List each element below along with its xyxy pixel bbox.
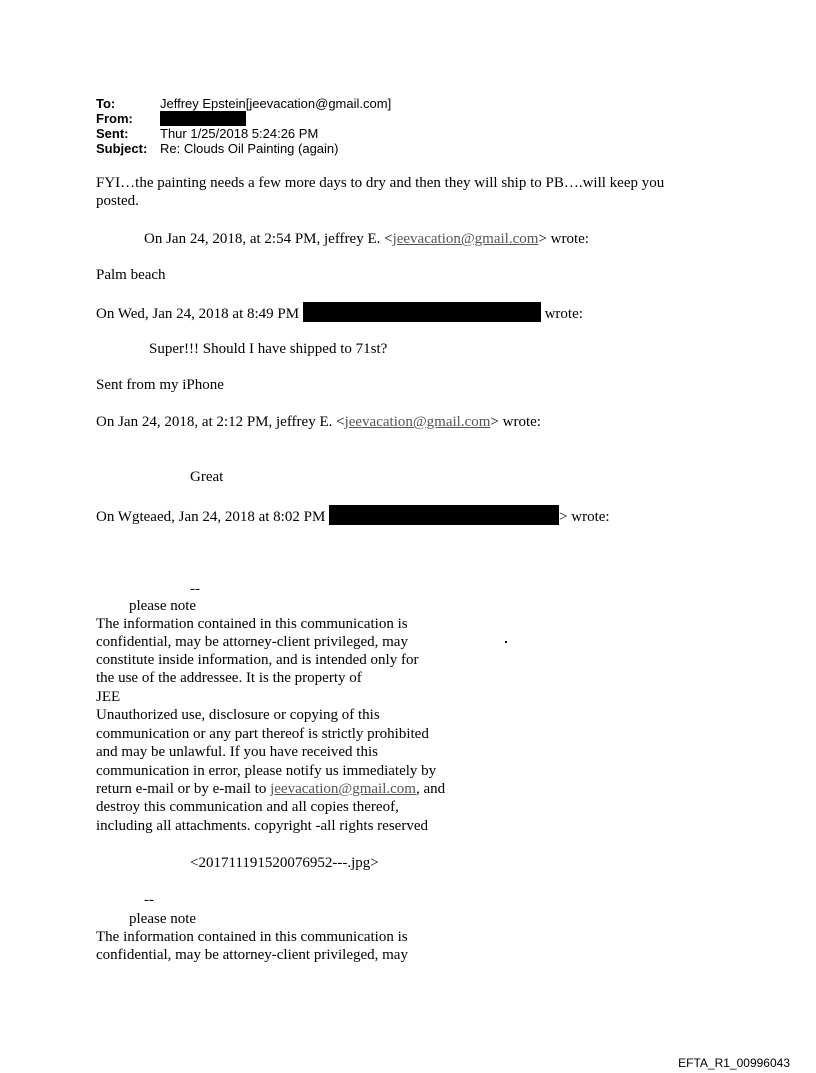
signature-dashes: -- bbox=[144, 892, 154, 908]
quote-header-2 bbox=[96, 302, 583, 323]
email-link[interactable]: jeevacation@gmail.com bbox=[392, 231, 539, 247]
quote-1-prefix: On Jan 24, 2018, at 2:54 PM, jeffrey E. < bbox=[144, 231, 393, 247]
from-redaction bbox=[160, 111, 246, 126]
return-prefix: return e-mail or by e-mail to bbox=[96, 781, 271, 797]
to-value: Jeffrey Epstein[jeevacation@gmail.com] bbox=[160, 96, 392, 111]
email-link[interactable]: jeevacation@gmail.com bbox=[270, 781, 416, 797]
from-label: From: bbox=[96, 111, 133, 126]
disclaimer-line: constitute inside information, and is intended only for bbox=[96, 652, 419, 668]
please-note: please note bbox=[129, 911, 197, 927]
please-note: please note bbox=[129, 598, 197, 614]
disclaimer-line: JEE bbox=[96, 689, 121, 705]
disclaimer-line: communication in error, please notify us immediately by bbox=[96, 763, 437, 779]
sent-row bbox=[96, 126, 391, 141]
return-suffix: , and bbox=[415, 781, 446, 797]
sender-redaction bbox=[303, 302, 541, 322]
quote-header-4 bbox=[96, 505, 610, 526]
to-label: To: bbox=[96, 96, 116, 111]
sent-value: Thur 1/25/2018 5:24:26 PM bbox=[160, 126, 319, 141]
quote-2-prefix: On Wed, Jan 24, 2018 at 8:49 PM bbox=[96, 306, 300, 322]
palm-beach-text: Palm beach bbox=[96, 267, 166, 283]
from-row bbox=[96, 111, 391, 126]
fyi-line-1: FYI…the painting needs a few more days to dry and then they will ship to PB….will keep you bbox=[96, 175, 665, 191]
disclaimer-line: including all attachments. copyright -all rights reserved bbox=[96, 818, 428, 834]
quote-2-suffix: wrote: bbox=[544, 306, 583, 322]
quote-3-prefix: On Jan 24, 2018, at 2:12 PM, jeffrey E. < bbox=[96, 414, 345, 430]
email-header bbox=[96, 96, 391, 156]
disclaimer-line: Unauthorized use, disclosure or copying of this bbox=[96, 707, 380, 723]
stray-dot bbox=[505, 641, 507, 643]
sent-from-text: Sent from my iPhone bbox=[96, 377, 224, 393]
quote-3-suffix: > wrote: bbox=[490, 414, 541, 430]
sender-redaction bbox=[329, 505, 559, 525]
subject-value: Re: Clouds Oil Painting (again) bbox=[160, 141, 339, 156]
quote-1-suffix: > wrote: bbox=[538, 231, 589, 247]
quote-4-prefix: On Wgteaed, Jan 24, 2018 at 8:02 PM bbox=[96, 509, 326, 525]
bates-number: EFTA_R1_00996043 bbox=[678, 1056, 790, 1070]
disclaimer-line: confidential, may be attorney-client privileged, may bbox=[96, 634, 408, 650]
disclaimer-line: and may be unlawful. If you have received this bbox=[96, 744, 378, 760]
email-link[interactable]: jeevacation@gmail.com bbox=[344, 414, 491, 430]
subject-row bbox=[96, 141, 391, 156]
disclaimer-line: the use of the addressee. It is the property of bbox=[96, 670, 362, 686]
to-row bbox=[96, 96, 391, 111]
super-text: Super!!! Should I have shipped to 71st? bbox=[149, 341, 388, 357]
quote-4-suffix: > wrote: bbox=[559, 509, 610, 525]
disclaimer-line: The information contained in this communication is bbox=[96, 616, 408, 632]
great-text: Great bbox=[190, 469, 224, 485]
disclaimer-line: destroy this communication and all copies thereof, bbox=[96, 799, 399, 815]
attachment-name[interactable]: <201711191520076952---.jpg> bbox=[190, 855, 379, 871]
disclaimer-line: communication or any part thereof is strictly prohibited bbox=[96, 726, 429, 742]
quote-header-1 bbox=[144, 230, 589, 248]
disclaimer-line: The information contained in this communication is bbox=[96, 929, 408, 945]
subject-label: Subject: bbox=[96, 141, 148, 156]
disclaimer-line: confidential, may be attorney-client privileged, may bbox=[96, 947, 408, 963]
sent-label: Sent: bbox=[96, 126, 129, 141]
disclaimer-return-line bbox=[96, 780, 445, 798]
quote-header-3 bbox=[96, 413, 541, 431]
fyi-line-2: posted. bbox=[96, 193, 139, 209]
signature-dashes: -- bbox=[190, 581, 200, 597]
